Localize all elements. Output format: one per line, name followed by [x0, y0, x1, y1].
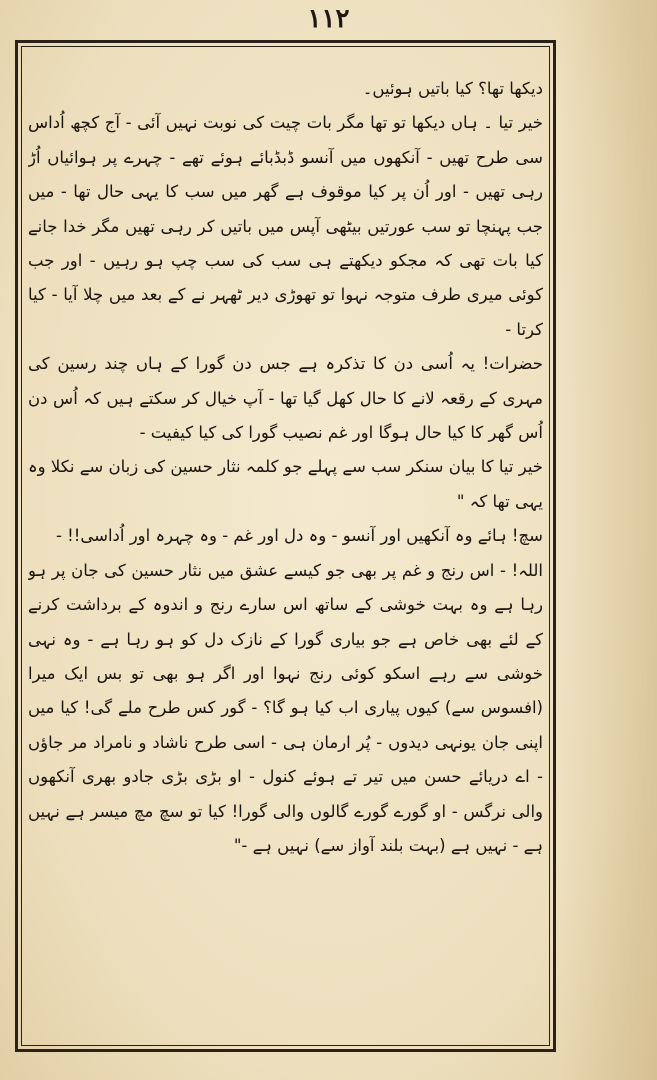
- page-edge-stain: [562, 0, 657, 1080]
- paragraph-5: سچ! ہائے وہ آنکھیں اور آنسو - وہ دل اور غم - وہ چہرہ اور اُداسی!! -: [55, 526, 543, 546]
- page-number: ۱۱۲: [307, 4, 350, 34]
- paragraph-6: اللہ! - اس رنج و غم پر بھی جو کیسے عشق میں نثار حسین کی جان پر ہو رہا ہے وہ بہت خوشی کے ساتھ اس سارے رنج و اندوہ کے برداشت کرنے کے لئے بھی خاص ہے جو بیاری گورا کے نازک دل کو ہو رہا ہے - وہ نہی خوشی سے رہے اسکو کوئی رنج نہوا اور اگر ہو بھی تو بس ایک میرا (افسوس سے) کیوں پیاری اب کیا ہو گا؟ - گور کس طرح ملے گی! کیا میں اپنی جان یونہی دیدوں - پُر ارمان ہی - اسی طرح ناشاد و نامراد مر جاؤں - اے دریائے حسن میں تیر تے ہوئے کنول - او بڑی بڑی جادو بھری آنکھوں والی نرگس - او گورے گورے گالوں والی گورا! کیا تو سچ مچ میسر ہے نہیں ہے - نہیں ہے (بہت بلند آواز سے) نہیں ہے -": [28, 560, 543, 855]
- paragraph-2: خیر تیا ۔ ہاں دیکھا تو تھا مگر بات چیت کی نوبت نہیں آئی - آج کچھ اُداس سی طرح تھیں - آنکھوں میں آنسو ڈبڈبائے ہوئے تھے - چہرے پر ہوائیاں اُڑ رہی تھیں - اور اُن پر کیا موقوف ہے گھر میں سب کا یہی حال تھا - میں جب پہنچا تو سب عورتیں بیٹھی آپس میں باتیں کر رہی تھیں مگر خدا جانے کیا بات تھی کہ مجکو دیکھتے ہی سب کی سب چپ ہو رہیں - اور جب کوئی میری طرف متوجہ نہوا تو تھوڑی دیر ٹھہر نے کے بعد میں چلا آیا - کیا کرتا -: [28, 113, 543, 339]
- paragraph-4: خیر تیا کا بیان سنکر سب سے پہلے جو کلمہ نثار حسین کی زبان سے نکلا وہ یہی تھا کہ ": [28, 457, 543, 511]
- paragraph-3: حضرات! یہ اُسی دن کا تذکرہ ہے جس دن گورا کے ہاں چند رسین کی مہری کے رقعہ لانے کا حال کھل گیا تھا - آپ خیال کر سکتے ہیں کہ اُس دن اُس گھر کا کیا حال ہوگا اور غم نصیب گورا کی کیا کیفیت -: [28, 354, 543, 443]
- urdu-text-block: [28, 72, 543, 1032]
- paragraph-1: دیکھا تھا؟ کیا باتیں ہوئیں۔: [362, 79, 543, 98]
